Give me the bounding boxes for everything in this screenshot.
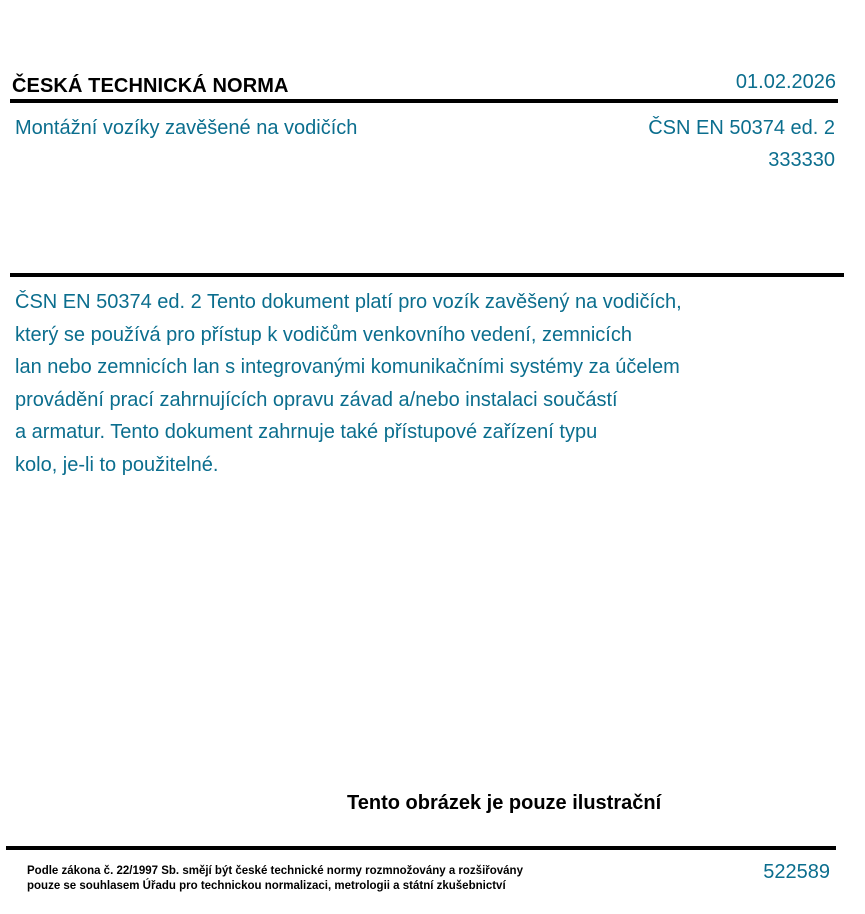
publication-date: 01.02.2026	[735, 71, 836, 93]
abstract-line: kolo, je-li to použitelné.	[15, 453, 219, 476]
middle-divider	[10, 273, 844, 277]
abstract-line: a armatur. Tento dokument zahrnuje také přístupové zařízení typu	[15, 421, 598, 443]
bottom-divider	[6, 846, 836, 850]
legal-line: Podle zákona č. 22/1997 Sb. smějí být české technické normy rozmnožovány a rozšiřovány	[27, 865, 523, 877]
abstract-line: ČSN EN 50374 ed. 2 Tento dokument platí pro vozík zavěšený na vodičích,	[15, 291, 682, 313]
catalog-code: 522589	[763, 861, 830, 883]
standard-number: ČSN EN 50374 ed. 2	[648, 117, 835, 139]
abstract-line: provádění prací zahrnujících opravu závad a/nebo instalaci součástí	[15, 388, 618, 411]
illustration-note: Tento obrázek je pouze ilustrační	[347, 792, 662, 814]
abstract-line: lan nebo zemnicích lan s integrovanými komunikačními systémy za účelem	[15, 356, 680, 378]
norm-heading: ČESKÁ TECHNICKÁ NORMA	[12, 75, 289, 97]
document-title: Montážní vozíky zavěšené na vodičích	[15, 117, 358, 139]
top-divider	[10, 99, 838, 103]
legal-line: pouze se souhlasem Úřadu pro technickou normalizaci, metrologii a státní zkušebnictví	[27, 880, 506, 892]
classification-code: 333330	[768, 149, 835, 171]
abstract-line: který se používá pro přístup k vodičům venkovního vedení, zemnicích	[15, 323, 632, 346]
abstract-text	[15, 286, 745, 481]
legal-notice	[27, 864, 523, 894]
